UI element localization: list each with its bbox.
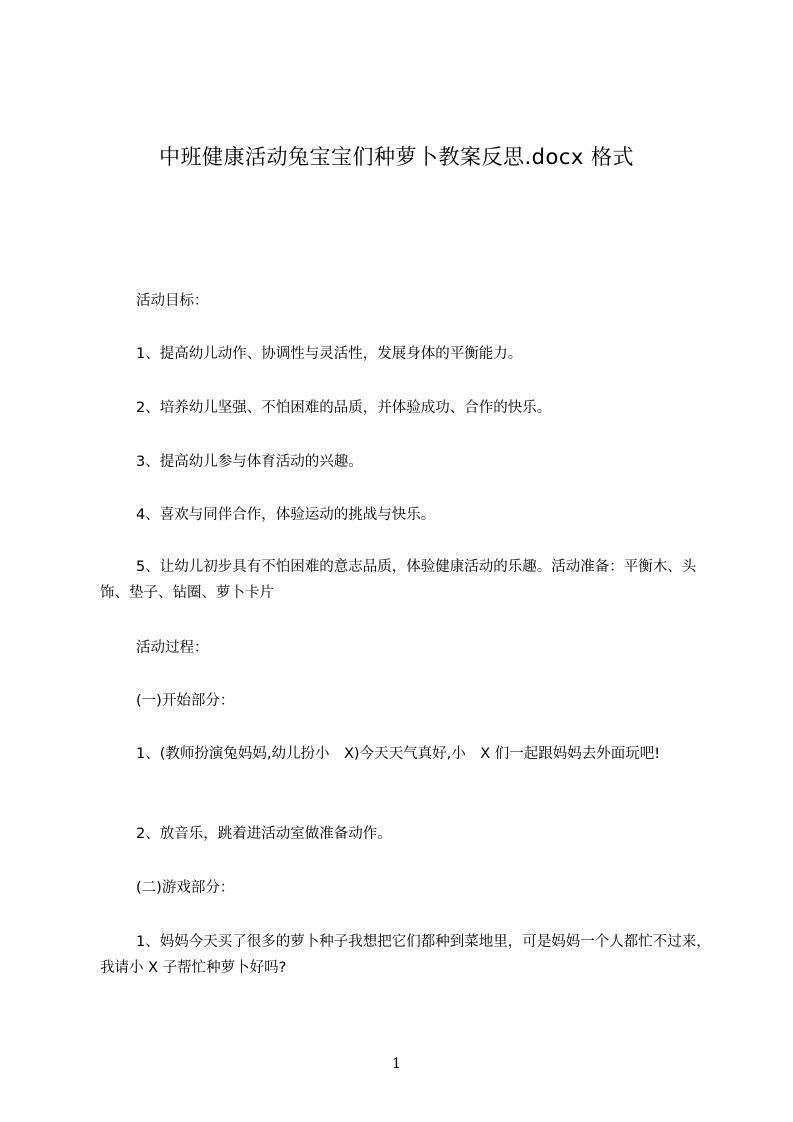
goal-item-3: 3、提高幼儿参与体育活动的兴趣。 bbox=[136, 454, 363, 470]
page-number: 1 bbox=[392, 1056, 401, 1072]
section-heading-goals: 活动目标： bbox=[136, 293, 209, 309]
subsection-heading-game: (二)游戏部分： bbox=[136, 880, 235, 896]
process-step-2: 2、放音乐，跳着进活动室做准备动作。 bbox=[136, 826, 392, 842]
goal-item-5-and-preparation: 5、让幼儿初步具有不怕困难的意志品质，体验健康活动的乐趣。活动准备：平衡木、头饰、垫子、钻圈、萝卜卡片 bbox=[100, 559, 697, 601]
process-step-1: 1、(教师扮演兔妈妈,幼儿扮小 X)今天天气真好,小 X 们一起跟妈妈去外面玩吧! bbox=[136, 746, 661, 762]
goal-item-2: 2、培养幼儿坚强、不怕困难的品质，并体验成功、合作的快乐。 bbox=[136, 400, 552, 416]
goal-item-1: 1、提高幼儿动作、协调性与灵活性，发展身体的平衡能力。 bbox=[136, 346, 523, 362]
section-heading-process: 活动过程： bbox=[136, 640, 209, 656]
game-step-1: 1、妈妈今天买了很多的萝卜种子我想把它们都种到菜地里，可是妈妈一个人都忙不过来，我请小 X 子帮忙种萝卜好吗? bbox=[100, 934, 711, 976]
goal-item-4: 4、喜欢与同伴合作，体验运动的挑战与快乐。 bbox=[136, 507, 436, 523]
subsection-heading-start: (一)开始部分： bbox=[136, 693, 235, 709]
document-title: 中班健康活动兔宝宝们种萝卜教案反思.docx 格式 bbox=[158, 145, 634, 169]
